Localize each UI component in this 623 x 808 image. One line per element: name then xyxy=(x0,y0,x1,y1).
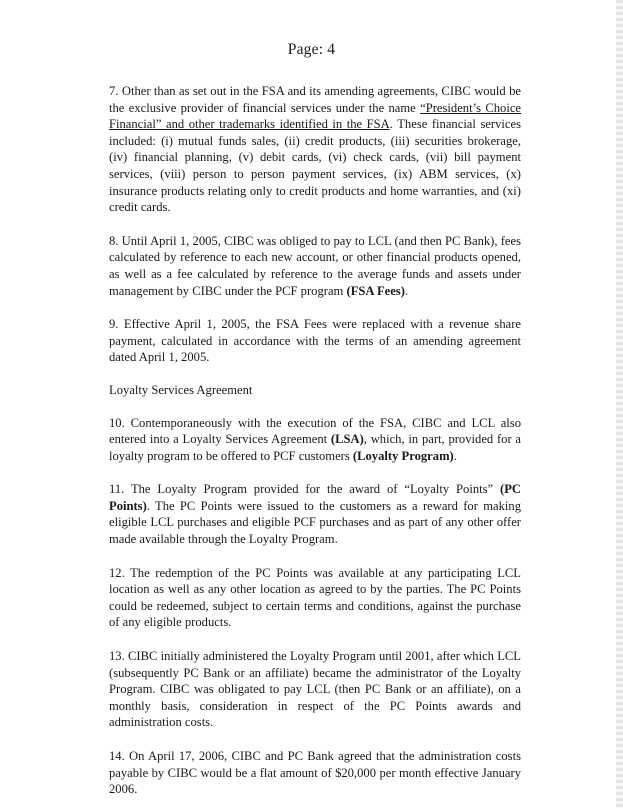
paragraph-10-period: . xyxy=(453,448,457,463)
lsa-defined-term: (LSA) xyxy=(330,432,364,447)
scanned-page-edge xyxy=(616,0,623,808)
paragraph-11-text-end: . The PC Points were issued to the customers as a reward for making eligible LCL purchases and eligible PCF purchases and as part of any other offer made available through the Loyalty Program. xyxy=(109,498,521,547)
document-body xyxy=(109,83,521,798)
paragraph-7-text-start: 7. Other than as set out in the FSA and its amending agreements, CIBC would be the exclusive provider of financial services under the name xyxy=(109,84,521,115)
section-heading-loyalty-services: Loyalty Services Agreement xyxy=(109,382,253,397)
paragraph-13: 13. CIBC initially administered the Loyalty Program until 2001, after which LCL (subsequently PC Bank or an affiliate) became the administrator of the Loyalty Program. CIBC was obligated to pay LCL (then PC Bank or an affiliate), on a monthly basis, consideration in respect of the PC Points awards and administration costs. xyxy=(109,649,521,730)
pc-points-defined-term: (PC Points) xyxy=(109,482,521,513)
paragraph-12: 12. The redemption of the PC Points was available at any participating LCL location as well as any other location as agreed to by the parties. The PC Points could be redeemed, subject to certain terms and conditions, against the purchase of any eligible products. xyxy=(109,565,521,630)
paragraph-8-text: 8. Until April 1, 2005, CIBC was obliged to pay to LCL (and then PC Bank), fees calculated by reference to each new account, or other financial products opened, as well as a fee calculated by reference to the average funds and assets under management by CIBC under the PCF program xyxy=(109,233,521,298)
loyalty-program-defined-term: (Loyalty Program) xyxy=(352,448,454,463)
paragraph-7 xyxy=(109,83,521,216)
paragraph-9: 9. Effective April 1, 2005, the FSA Fees were replaced with a revenue share payment, calculated in accordance with the terms of an amending agreement dated April 1, 2005. xyxy=(109,317,521,365)
paragraph-11-text: 11. The Loyalty Program provided for the award of “Loyalty Points” xyxy=(109,482,501,497)
paragraph-8 xyxy=(109,233,521,299)
paragraph-10 xyxy=(109,415,521,465)
paragraph-10-text: 10. Contemporaneously with the execution of the FSA, CIBC and LCL also entered into a Loyalty Services Agreement xyxy=(109,415,521,447)
page-number-header: Page: 4 xyxy=(287,41,336,58)
paragraph-8-period: . xyxy=(404,283,409,298)
trademark-underlined-text: “President’s Choice Financial” and other trademarks identified in the FSA xyxy=(109,100,521,132)
paragraph-14: 14. On April 17, 2006, CIBC and PC Bank agreed that the administration costs payable by CIBC would be a flat amount of $20,000 per month effective January 2006. xyxy=(109,749,521,797)
fsa-fees-defined-term: (FSA Fees) xyxy=(346,283,405,298)
paragraph-11 xyxy=(109,481,521,547)
paragraph-7-text-end: . These financial services included: (i) mutual funds sales, (ii) credit products, (iii) securities brokerage, (iv) financial planning, (v) debit cards, (vi) check cards, (vii) bill payment services, (viii) person to person payment services, (ix) ABM services, (x) insurance products relating only to credit products and home warranties, and (xi) credit cards. xyxy=(109,117,521,215)
paragraph-10-text-middle: , which, in part, provided for a loyalty program to be offered to PCF customers xyxy=(109,432,522,463)
